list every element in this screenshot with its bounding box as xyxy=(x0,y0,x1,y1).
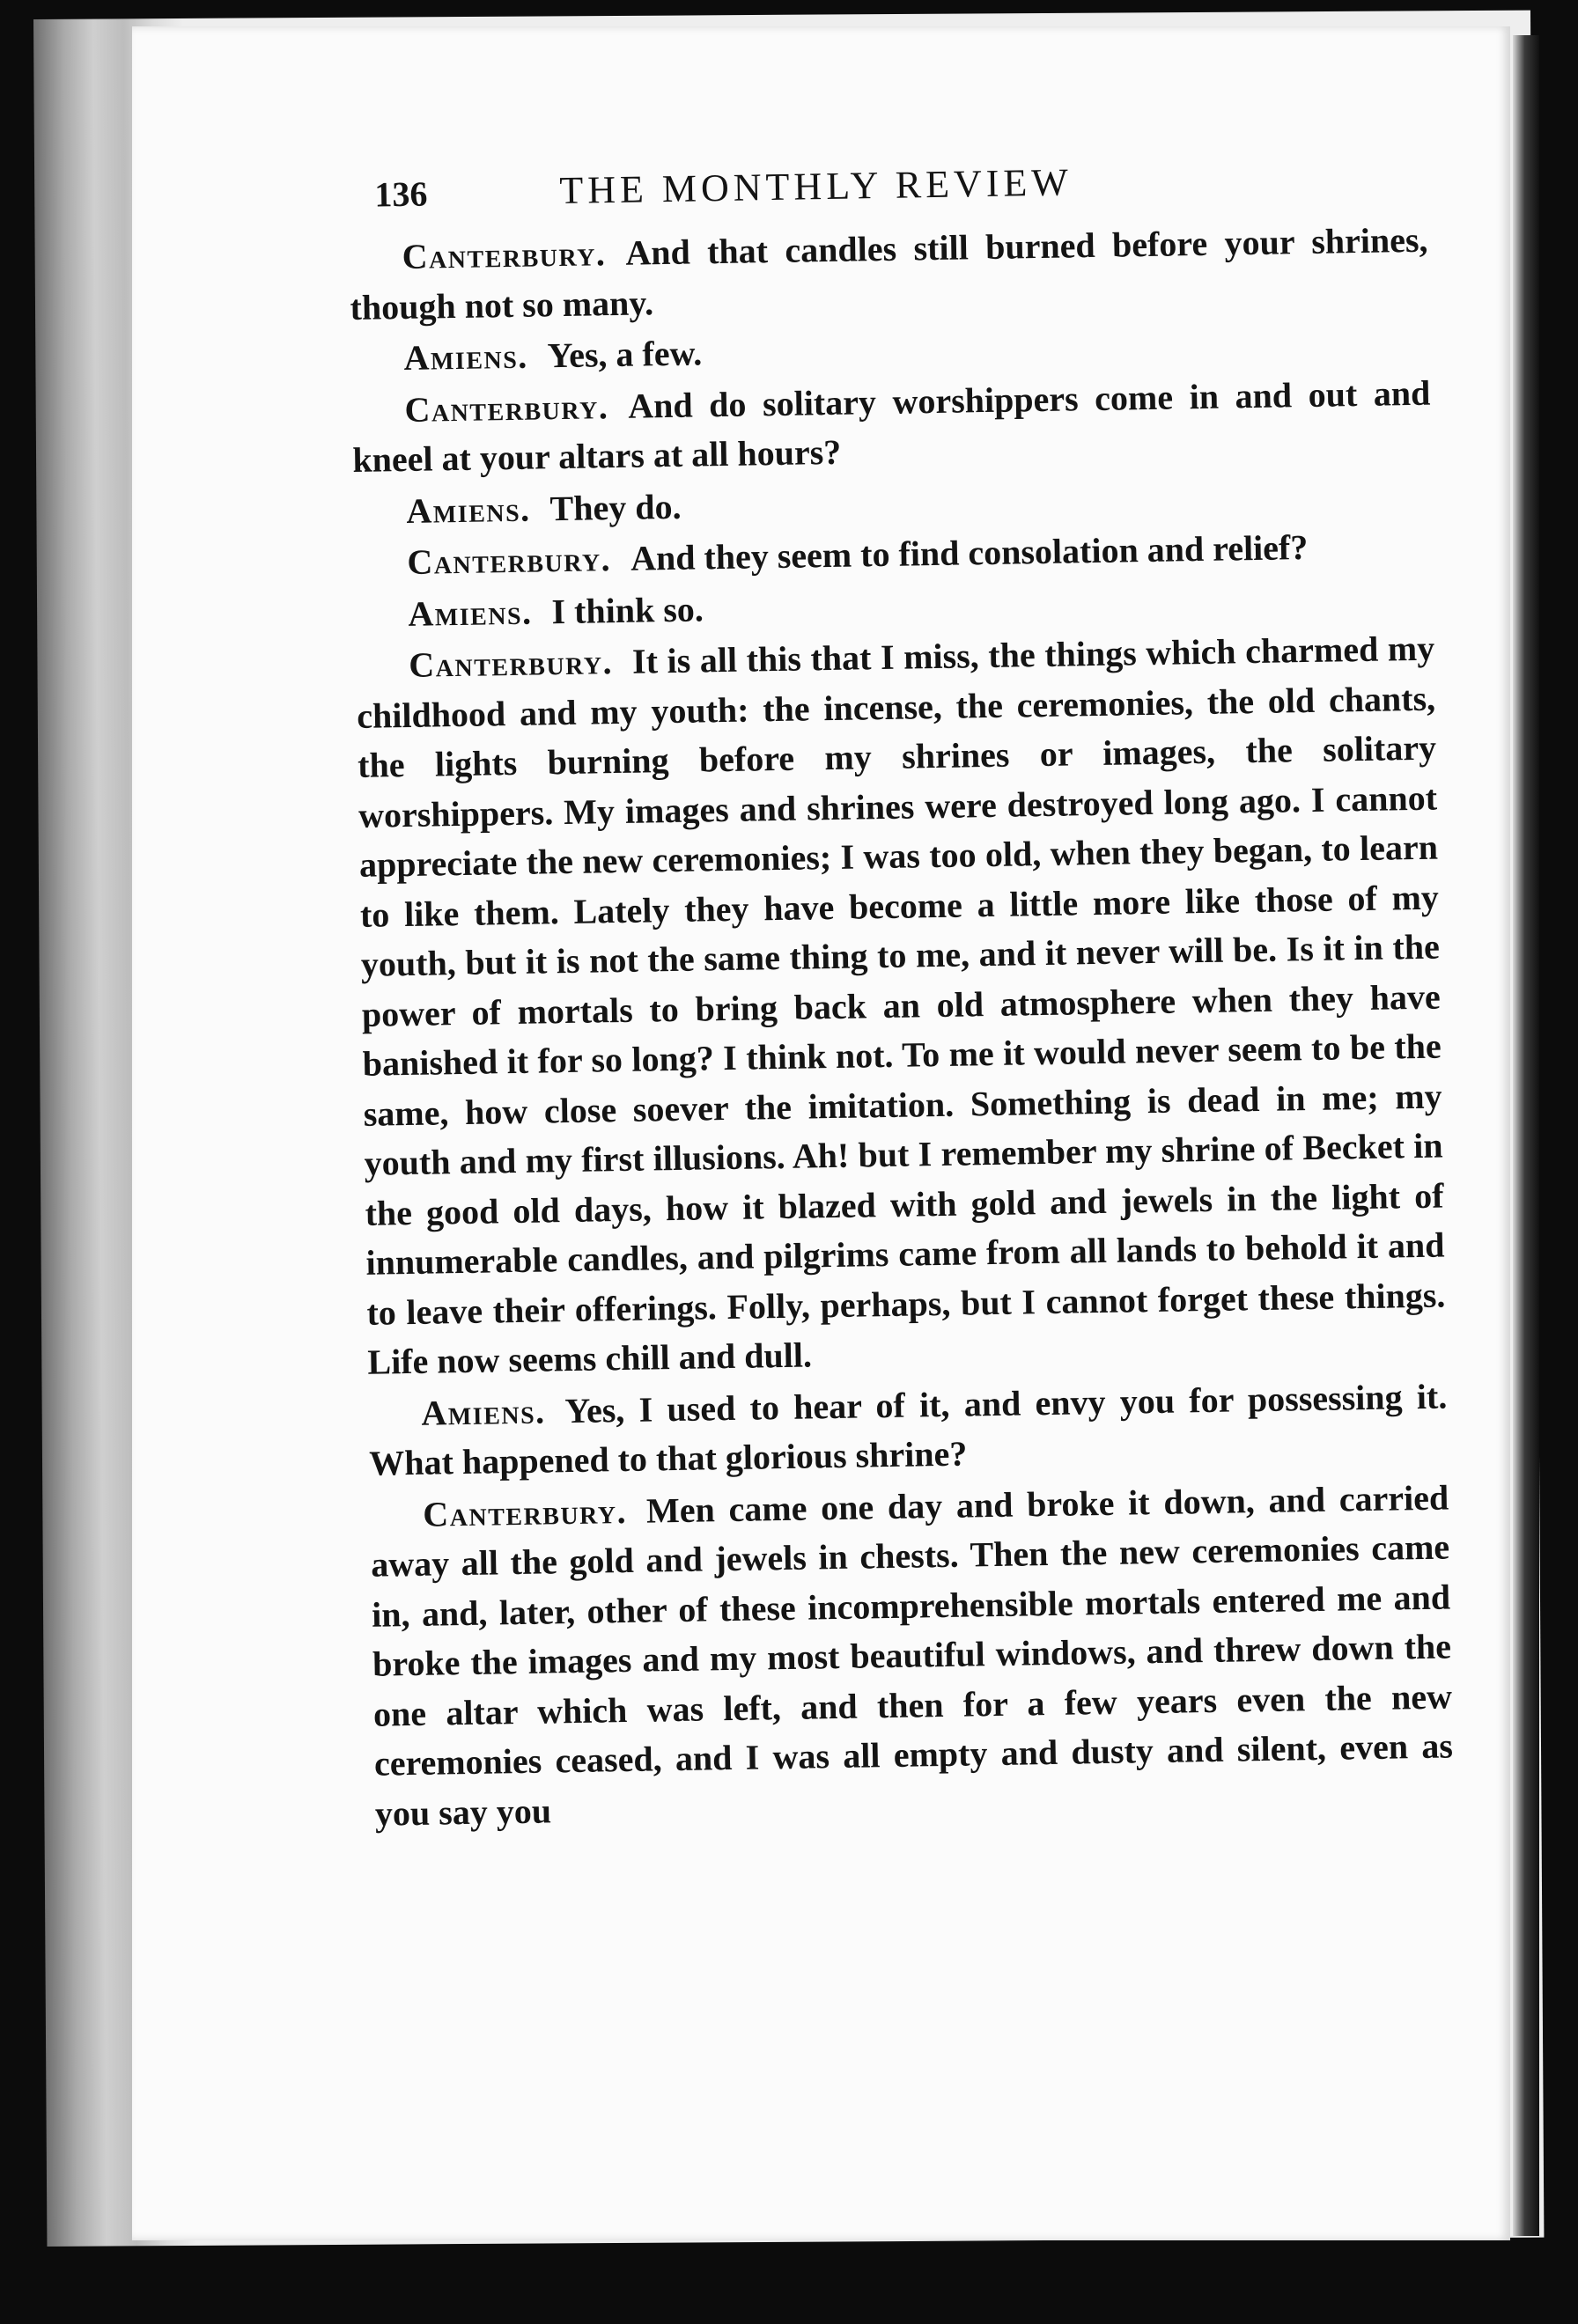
dialogue-paragraph xyxy=(370,1473,1454,1839)
book-gutter-shadow xyxy=(1513,35,1539,2236)
dialogue-text: Yes, a few. xyxy=(547,333,703,376)
dialogue-text: I think so. xyxy=(551,588,704,631)
speaker-name: Canterbury. xyxy=(422,1490,628,1534)
dialogue-paragraph xyxy=(368,1372,1449,1489)
speaker-name: Canterbury. xyxy=(408,642,614,685)
dialogue-text: It is all this that I miss, the things which charmed my childhood and my youth: the incense, the ceremonies, the old chants, the lights burning before my shrines or images, the solitary worshippers. My images and shrines were destroyed long ago. I cannot appreciate the new ceremonies; I was too old, when they began, to learn to like them. Lately they have become a little more like those of my youth, but it is not the same thing to me, and it never will be. Is it in the power of mortals to bring back an old atmosphere when they have banished it for so long? I think not. To me it would never seem to be the same, how close soever the imitation. Something is dead in me; my youth and my first illusions. Ah! but I remember my shrine of Becket in the good old days, how it blazed with gold and jewels in the light of innumerable candles, and pilgrims came from all lands to behold it and to leave their offerings. Folly, perhaps, but I cannot forget these things. Life now seems chill and dull. xyxy=(356,628,1446,1382)
page-number: 136 xyxy=(374,173,428,215)
speaker-name: Amiens. xyxy=(407,592,533,634)
dialogue-text: Men came one day and broke it down, and carried away all the gold and jewels in chests. Then the new ceremonies came in, and, later, other of these incomprehensible mortals entered me and broke the images and my most beautiful windows, and threw down the one altar which was left, and then for a few years even the new ceremonies ceased, and I was all empty and dusty and silent, even as you say you xyxy=(370,1476,1454,1834)
speaker-name: Canterbury. xyxy=(404,386,609,430)
speaker-name: Amiens. xyxy=(406,489,531,531)
dialogue-paragraph xyxy=(356,624,1447,1388)
speaker-name: Amiens. xyxy=(403,335,529,378)
speaker-name: Canterbury. xyxy=(402,233,607,276)
dialogue-paragraph xyxy=(349,216,1429,333)
speaker-name: Canterbury. xyxy=(406,539,612,582)
speaker-name: Amiens. xyxy=(421,1390,546,1433)
dialogue-paragraph xyxy=(351,368,1432,485)
dialogue-text: And do solitary worshippers come in and out and kneel at your altars at all hours? xyxy=(352,372,1431,480)
journal-title: THE MONTHLY REVIEW xyxy=(558,160,1073,213)
dialogue-text: And that candles still burned before your shrines, though not so many. xyxy=(350,219,1428,327)
page-content xyxy=(348,154,1454,1841)
dialogue-text: They do. xyxy=(549,486,682,528)
dialogue-text: And they seem to find consolation and relief? xyxy=(630,526,1309,578)
dialogue-text: Yes, I used to hear of it, and envy you for possessing it. What happened to that glorious shrine? xyxy=(368,1375,1448,1483)
